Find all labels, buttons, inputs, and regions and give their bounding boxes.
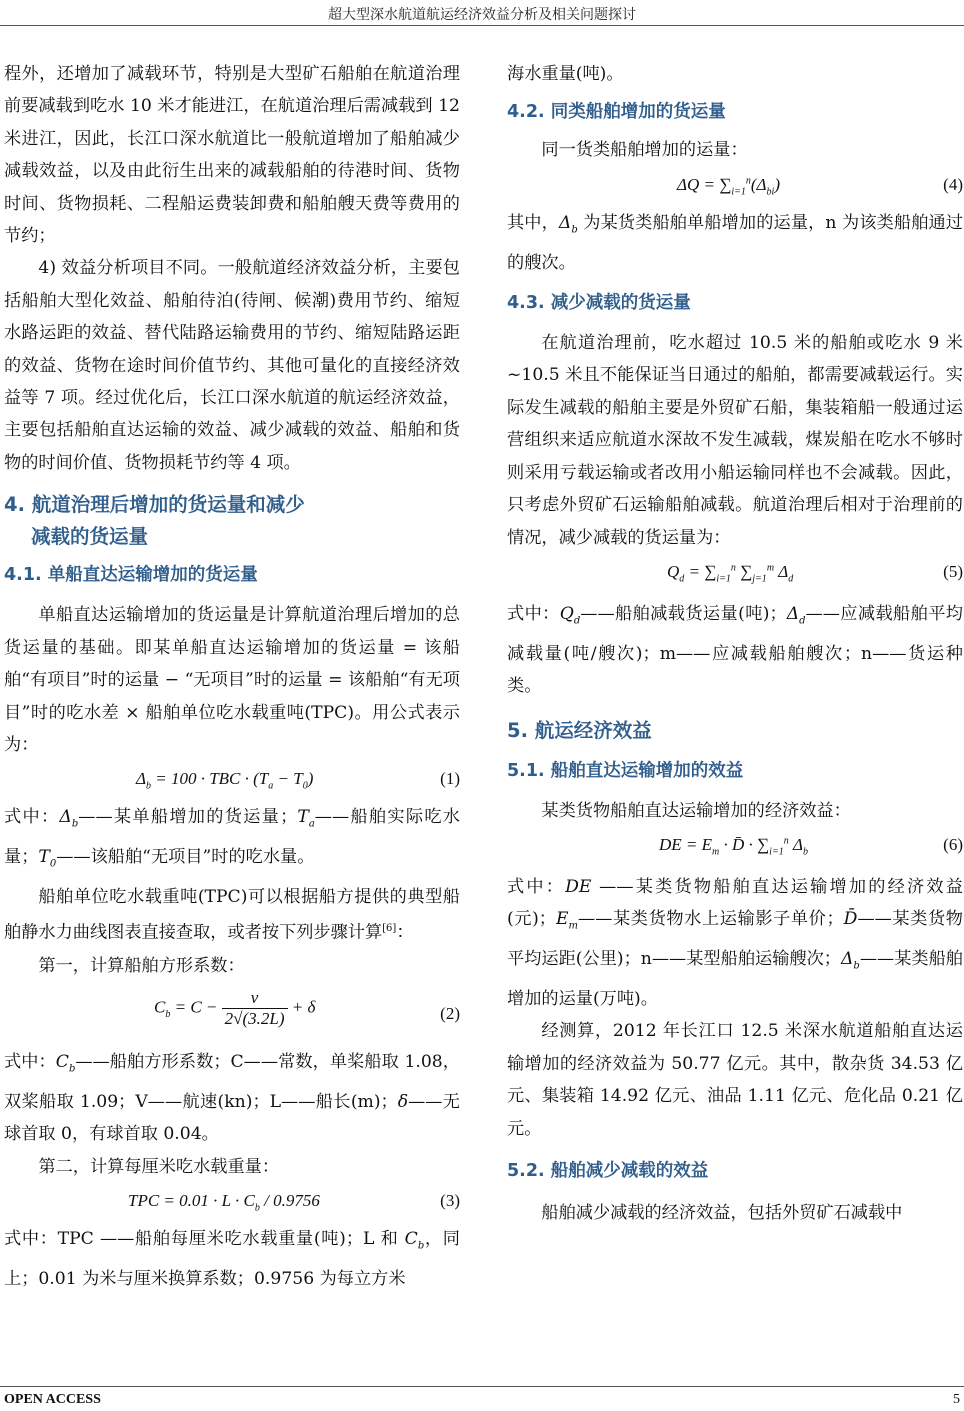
section-5-title: 5. 航运经济效益 bbox=[507, 718, 652, 742]
equation-5-number: (5) bbox=[943, 561, 963, 581]
right-paragraph-3: 其中，$\Delta_b$ 为某货类船舶单船增加的运量，n 为该类船舶通过的艘次。 bbox=[507, 212, 963, 273]
equation-2: $C_b = C$ − $\frac{v}{2√(3.2L)}$ + δ (2) bbox=[154, 987, 460, 1028]
equation-4: $\Delta Q = \sum_{i=1}^n(\Delta_{bi})$ (4) bbox=[677, 174, 963, 198]
equation-2-number: (2) bbox=[440, 1003, 460, 1023]
citation-6: [6] bbox=[382, 923, 397, 935]
equation-1-number: (1) bbox=[440, 769, 460, 789]
section-4-title-line1: 4. 航道治理后增加的货运量和减少 bbox=[4, 493, 305, 517]
left-paragraph-2: 4) 效益分析项目不同。一般航道经济效益分析，主要包括船舶大型化效益、船舶待泊(待闸、候潮)费用节约、缩短水路运距的效益、替代陆路运输费用的节约、缩短陆路运距的效益、货物在途时间价值节约、其他可量化的直接经济效益等 7 项。经过优化后，长江口深水航道的航运经济效益，主要包括船舶直达运输的效益、减少减载的效益、船舶和货物的时间价值、货物损耗节约等 4 项。 bbox=[4, 258, 460, 473]
right-paragraph-6: 某类货物船舶直达运输增加的经济效益： bbox=[541, 800, 851, 821]
section-4-title-line2: 减载的货运量 bbox=[31, 525, 149, 549]
left-paragraph-3: 单船直达运输增加的货运量是计算航道治理后增加的总货运量的基础。即某单船直达运输增加的货运量 = 该船舶“有项目”时的运量 − “无项目”时的运量 = 该船舶“有无项目”时的吃水差 × 船舶单位吃水载重吨(TPC)。用公式表示为： bbox=[4, 605, 460, 755]
page-number: 5 bbox=[953, 1392, 960, 1407]
equation-3-number: (3) bbox=[440, 1191, 460, 1211]
section-5-1-title: 5.1. 船舶直达运输增加的效益 bbox=[507, 760, 744, 781]
right-paragraph-2: 同一货类船舶增加的运量： bbox=[541, 140, 748, 161]
section-5-2-title: 5.2. 船舶减少减载的效益 bbox=[507, 1161, 709, 1182]
open-access-label: OPEN ACCESS bbox=[4, 1392, 101, 1407]
equation-1: $\Delta_b = 100$ · TBC · $(T_a - T_0)$ (1) bbox=[136, 769, 460, 792]
footer-divider bbox=[0, 1386, 964, 1387]
left-paragraph-8: 第二，计算每厘米吃水载重量： bbox=[38, 1156, 280, 1177]
right-paragraph-4: 在航道治理前，吃水超过 10.5 米的船舶或吃水 9 米~10.5 米且不能保证当日通过的船舶，都需要减载运行。实际发生减载的船舶主要是外贸矿石船，集装箱船一般通过运营组织来适应航道水深故不发生减载，煤炭船在吃水不够时则采用亏载运输或者改用小船运输同样也不会减载。因此，只考虑外贸矿石运输船舶减载。航道治理后相对于治理前的情况，减少减载的货运量为： bbox=[507, 333, 963, 548]
section-4-1-title: 4.1. 单船直达运输增加的货运量 bbox=[4, 565, 258, 586]
right-paragraph-9: 船舶减少减载的经济效益，包括外贸矿石减载中 bbox=[541, 1203, 903, 1224]
equation-4-number: (4) bbox=[943, 174, 963, 194]
right-paragraph-8: 经测算，2012 年长江口 12.5 米深水航道船舶直达运输增加的经济效益为 50.77 亿元。其中，散杂货 34.53 亿元、集装箱 14.92 亿元、油品 1.11 亿元、危化品 0.21 亿元。 bbox=[507, 1021, 963, 1139]
left-paragraph-9: 式中：TPC ——船舶每厘米吃水载重量(吨)；L 和 $C_b$，同上；0.01 为米与厘米换算系数；0.9756 为每立方米 bbox=[4, 1229, 460, 1289]
right-paragraph-7: 式中：DE ——某类货物船舶直达运输增加的经济效益(元)；$E_m——$某类货物水上运输影子单价；D̄——某类货物平均运距(公里)；n——某型船舶运输艘次；$\Delta_b——$某类船舶增加的运量(万吨)。 bbox=[507, 876, 963, 1010]
left-paragraph-4: 式中：$\Delta_b——$某单船增加的货运量；$T_a——$船舶实际吃水量；$T_0——$该船舶“无项目”时的吃水量。 bbox=[4, 807, 460, 870]
right-paragraph-1: 海水重量(吨)。 bbox=[507, 64, 624, 84]
equation-5: $Q_d = \sum_{i=1}^n$ $\sum_{j=1}^m$ $\Delta_d$ (5) bbox=[667, 561, 963, 585]
equation-3: TPC = $0.01 \cdot L \cdot C_b / 0.9756$ (3) bbox=[128, 1191, 460, 1214]
equation-6: DE = $E_m$ · D̄ · $\sum_{i=1}^n$ $\Delta_b$ (6) bbox=[659, 834, 963, 858]
running-head: 超大型深水航道航运经济效益分析及相关问题探讨 bbox=[328, 7, 636, 23]
left-paragraph-6: 第一，计算船舶方形系数： bbox=[38, 955, 245, 976]
equation-6-number: (6) bbox=[943, 834, 963, 854]
right-column bbox=[507, 58, 963, 1230]
header-divider bbox=[0, 25, 964, 26]
left-paragraph-1: 程外，还增加了减载环节，特别是大型矿石船舶在航道治理前要减载到吃水 10 米才能进江，在航道治理后需减载到 12 米进江，因此，长江口深水航道比一般航道增加了船舶减少减载效益，以及由此衍生出来的减载船舶的待港时间、货物时间、货物损耗、二程船运费装卸费和船舶艘天费等费用的节约； bbox=[4, 64, 460, 247]
right-paragraph-5: 式中：$Q_d——$船舶减载货运量(吨)；$\Delta_d——$应减载船舶平均减载量(吨/艘次)；m——应减载船舶艘次；n——货运种类。 bbox=[507, 603, 963, 697]
left-column bbox=[4, 58, 460, 1295]
left-paragraph-7: 式中：$C_b——$船舶方形系数；C——常数，单桨船取 1.08，双桨船取 1.09；V——航速(kn)；L——船长(m)；δ——无球首取 0，有球首取 0.04。 bbox=[4, 1051, 460, 1145]
left-paragraph-5: 船舶单位吃水载重吨(TPC)可以根据船方提供的典型船舶静水力曲线图表直接查取，或者按下列步骤计算[6]： bbox=[4, 887, 460, 944]
section-4-3-title: 4.3. 减少减载的货运量 bbox=[507, 293, 691, 314]
section-4-2-title: 4.2. 同类船舶增加的货运量 bbox=[507, 102, 726, 123]
section-4-title bbox=[4, 489, 460, 553]
